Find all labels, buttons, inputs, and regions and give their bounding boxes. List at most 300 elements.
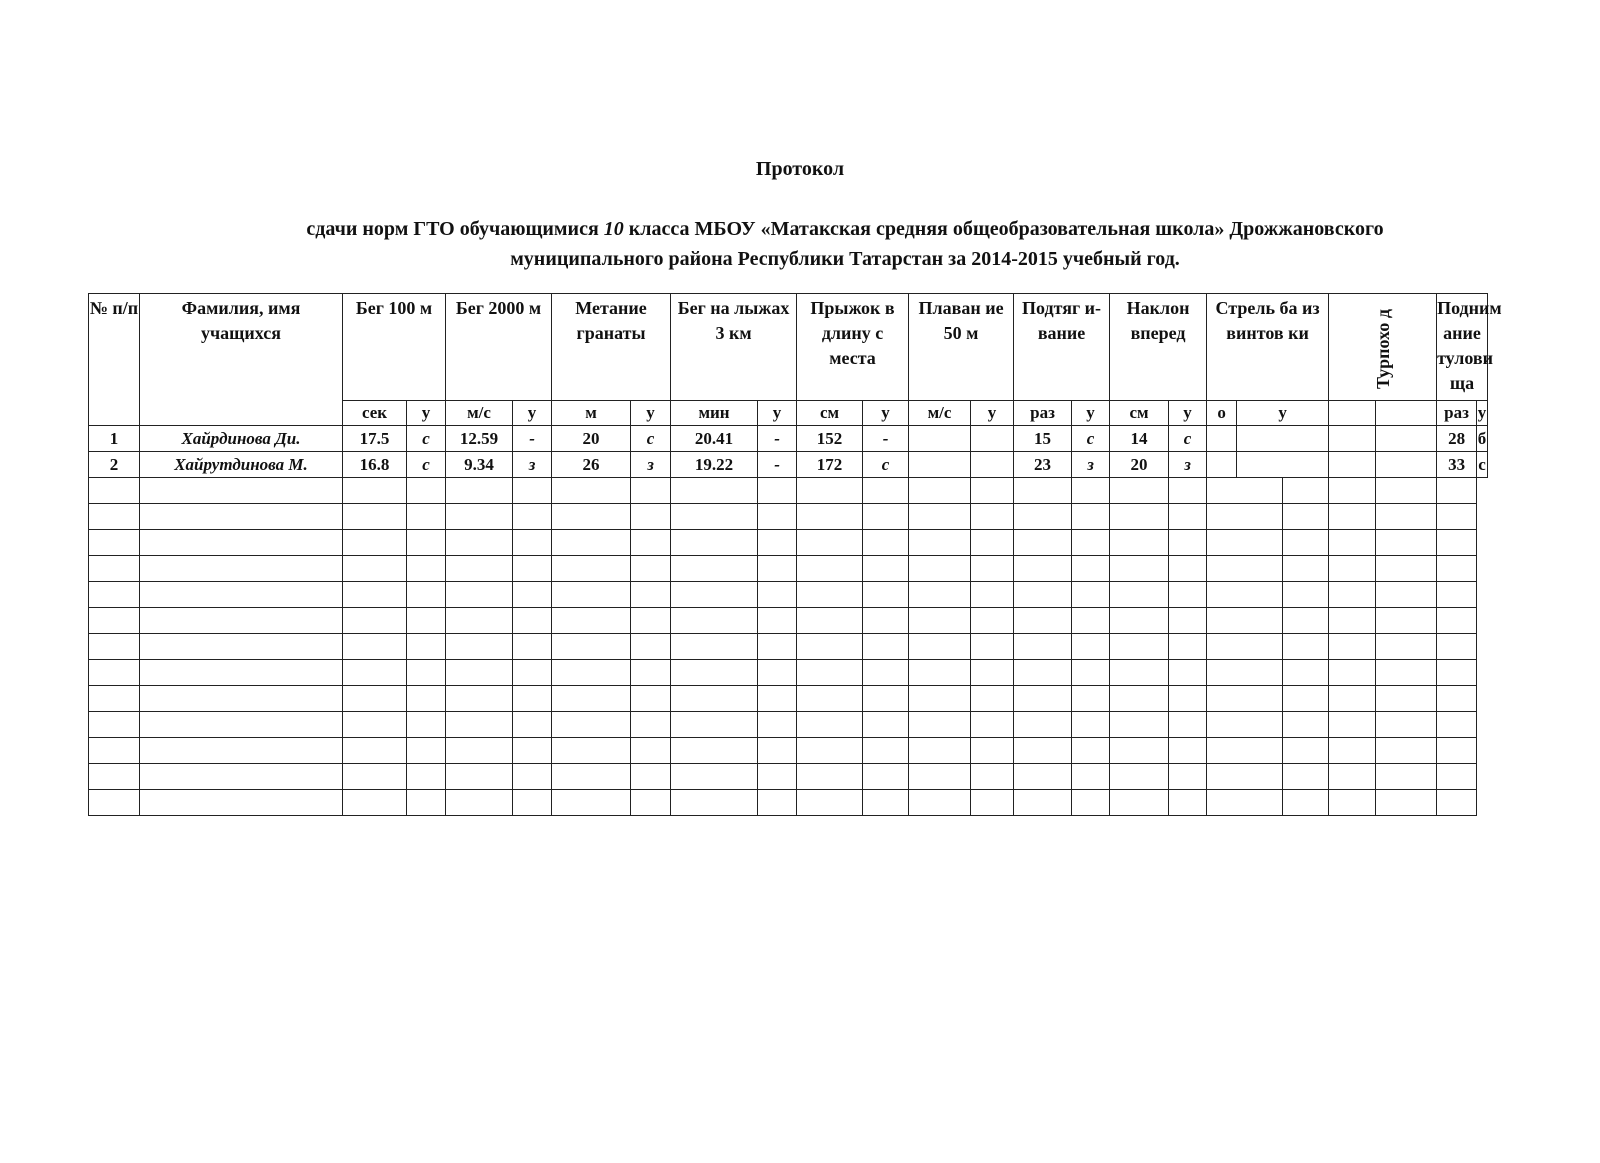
empty-cell <box>1169 504 1207 530</box>
empty-cell <box>407 764 446 790</box>
empty-cell <box>513 790 552 816</box>
empty-cell <box>1283 608 1329 634</box>
result-cell: с <box>407 452 446 478</box>
header-run2000: Бег 2000 м <box>446 294 552 401</box>
empty-cell <box>1169 582 1207 608</box>
empty-cell <box>671 634 758 660</box>
empty-cell <box>1072 608 1110 634</box>
empty-cell <box>1072 738 1110 764</box>
result-cell: 20 <box>1110 452 1169 478</box>
unit-cell: м/с <box>909 401 971 426</box>
empty-cell <box>89 608 140 634</box>
unit-cell: сек <box>343 401 407 426</box>
empty-cell <box>446 478 513 504</box>
empty-cell <box>631 660 671 686</box>
empty-cell <box>89 764 140 790</box>
empty-cell <box>1014 790 1072 816</box>
empty-cell <box>1169 608 1207 634</box>
empty-cell <box>140 660 343 686</box>
empty-row <box>89 582 1488 608</box>
empty-cell <box>552 660 631 686</box>
empty-cell <box>446 582 513 608</box>
empty-cell <box>1437 686 1477 712</box>
empty-cell <box>671 738 758 764</box>
empty-row <box>89 764 1488 790</box>
empty-cell <box>671 504 758 530</box>
empty-cell <box>671 556 758 582</box>
empty-cell <box>1110 790 1169 816</box>
empty-cell <box>797 504 863 530</box>
unit-cell <box>1329 401 1376 426</box>
empty-cell <box>909 634 971 660</box>
empty-cell <box>407 660 446 686</box>
empty-cell <box>407 790 446 816</box>
empty-cell <box>631 764 671 790</box>
empty-cell <box>758 608 797 634</box>
unit-cell: см <box>1110 401 1169 426</box>
empty-cell <box>1014 686 1072 712</box>
empty-cell <box>863 764 909 790</box>
empty-cell <box>1376 478 1437 504</box>
empty-cell <box>1329 478 1376 504</box>
result-cell: б <box>1477 426 1488 452</box>
empty-cell <box>909 712 971 738</box>
result-cell: - <box>863 426 909 452</box>
empty-cell <box>671 686 758 712</box>
result-cell: з <box>631 452 671 478</box>
empty-cell <box>797 790 863 816</box>
empty-cell <box>446 712 513 738</box>
empty-cell <box>631 582 671 608</box>
empty-cell <box>1110 764 1169 790</box>
empty-cell <box>909 686 971 712</box>
result-cell: з <box>513 452 552 478</box>
empty-cell <box>89 686 140 712</box>
header-pullup: Подтяг и- вание <box>1014 294 1110 401</box>
empty-cell <box>758 478 797 504</box>
empty-cell <box>513 764 552 790</box>
result-cell: 28 <box>1437 426 1477 452</box>
empty-cell <box>1283 712 1329 738</box>
empty-cell <box>343 712 407 738</box>
empty-cell <box>1169 738 1207 764</box>
empty-cell <box>1207 530 1283 556</box>
empty-cell <box>1329 556 1376 582</box>
empty-cell <box>1329 634 1376 660</box>
empty-cell <box>797 738 863 764</box>
empty-cell <box>1329 660 1376 686</box>
empty-cell <box>89 582 140 608</box>
empty-cell <box>89 660 140 686</box>
header-shoot: Стрель ба из винтов ки <box>1207 294 1329 401</box>
empty-cell <box>513 556 552 582</box>
empty-cell <box>1437 660 1477 686</box>
empty-row <box>89 556 1488 582</box>
empty-cell <box>909 504 971 530</box>
empty-cell <box>140 504 343 530</box>
result-cell <box>1207 426 1237 452</box>
header-hike-label: Турпохо д <box>1372 309 1393 389</box>
empty-cell <box>1169 556 1207 582</box>
empty-cell <box>971 478 1014 504</box>
empty-cell <box>631 556 671 582</box>
empty-cell <box>446 790 513 816</box>
empty-cell <box>140 738 343 764</box>
empty-cell <box>909 478 971 504</box>
empty-cell <box>758 634 797 660</box>
empty-cell <box>1014 608 1072 634</box>
empty-cell <box>1169 790 1207 816</box>
empty-cell <box>1207 764 1283 790</box>
empty-cell <box>1437 582 1477 608</box>
empty-cell <box>343 556 407 582</box>
student-name: Хайрдинова Ди. <box>140 426 343 452</box>
empty-cell <box>1169 764 1207 790</box>
result-cell <box>1237 426 1329 452</box>
empty-cell <box>1072 504 1110 530</box>
empty-cell <box>513 608 552 634</box>
row-number: 2 <box>89 452 140 478</box>
empty-row <box>89 660 1488 686</box>
empty-cell <box>1072 790 1110 816</box>
empty-cell <box>671 478 758 504</box>
empty-cell <box>446 738 513 764</box>
header-num: № п/п <box>89 294 140 426</box>
empty-cell <box>797 530 863 556</box>
empty-cell <box>1283 790 1329 816</box>
empty-cell <box>671 764 758 790</box>
empty-cell <box>552 790 631 816</box>
empty-cell <box>1110 478 1169 504</box>
empty-cell <box>863 712 909 738</box>
empty-cell <box>863 634 909 660</box>
result-cell <box>1376 426 1437 452</box>
empty-cell <box>552 712 631 738</box>
unit-cell: раз <box>1437 401 1477 426</box>
empty-cell <box>971 790 1014 816</box>
empty-cell <box>1014 660 1072 686</box>
empty-cell <box>1072 660 1110 686</box>
empty-cell <box>1283 764 1329 790</box>
result-cell: 172 <box>797 452 863 478</box>
empty-cell <box>863 608 909 634</box>
empty-cell <box>1014 634 1072 660</box>
empty-cell <box>1014 556 1072 582</box>
empty-cell <box>446 660 513 686</box>
result-cell: 9.34 <box>446 452 513 478</box>
empty-cell <box>631 634 671 660</box>
empty-cell <box>631 530 671 556</box>
empty-cell <box>1072 478 1110 504</box>
empty-cell <box>1283 556 1329 582</box>
unit-cell: у <box>631 401 671 426</box>
header-hike <box>1329 294 1437 401</box>
empty-cell <box>1072 530 1110 556</box>
result-cell: с <box>1169 426 1207 452</box>
empty-cell <box>407 478 446 504</box>
empty-cell <box>797 608 863 634</box>
empty-cell <box>552 556 631 582</box>
empty-cell <box>1283 530 1329 556</box>
empty-cell <box>758 686 797 712</box>
empty-cell <box>758 764 797 790</box>
empty-cell <box>631 738 671 764</box>
empty-cell <box>407 686 446 712</box>
header-name: Фамилия, имя учащихся <box>140 294 343 426</box>
result-cell <box>1329 452 1376 478</box>
header-swim: Плаван ие 50 м <box>909 294 1014 401</box>
unit-cell: см <box>797 401 863 426</box>
empty-cell <box>671 712 758 738</box>
empty-cell <box>1110 686 1169 712</box>
empty-cell <box>89 530 140 556</box>
result-cell: 26 <box>552 452 631 478</box>
empty-cell <box>140 608 343 634</box>
unit-cell: м <box>552 401 631 426</box>
empty-cell <box>1110 712 1169 738</box>
empty-cell <box>343 686 407 712</box>
result-cell: с <box>407 426 446 452</box>
empty-cell <box>513 504 552 530</box>
empty-cell <box>971 530 1014 556</box>
header-bend: Наклон вперед <box>1110 294 1207 401</box>
empty-cell <box>140 686 343 712</box>
result-cell <box>909 452 971 478</box>
empty-cell <box>971 634 1014 660</box>
empty-cell <box>797 764 863 790</box>
empty-cell <box>797 634 863 660</box>
subtitle-line2: муниципального района Республики Татарстан за 2014-2015 учебный год. <box>510 248 1180 270</box>
unit-cell: о <box>1207 401 1237 426</box>
empty-cell <box>909 530 971 556</box>
empty-cell <box>1376 582 1437 608</box>
empty-cell <box>863 530 909 556</box>
empty-cell <box>552 530 631 556</box>
empty-cell <box>909 764 971 790</box>
empty-cell <box>631 504 671 530</box>
empty-cell <box>446 634 513 660</box>
empty-cell <box>140 790 343 816</box>
empty-cell <box>1110 582 1169 608</box>
empty-cell <box>1437 608 1477 634</box>
empty-cell <box>513 712 552 738</box>
empty-cell <box>631 478 671 504</box>
result-cell <box>971 452 1014 478</box>
empty-cell <box>513 634 552 660</box>
empty-cell <box>758 738 797 764</box>
empty-cell <box>971 738 1014 764</box>
result-cell: с <box>1477 452 1488 478</box>
result-cell <box>1376 452 1437 478</box>
document-title: Протокол <box>755 158 845 180</box>
empty-cell <box>513 660 552 686</box>
result-cell: 20.41 <box>671 426 758 452</box>
empty-cell <box>446 504 513 530</box>
result-cell: з <box>1169 452 1207 478</box>
empty-row <box>89 790 1488 816</box>
empty-cell <box>863 582 909 608</box>
empty-cell <box>1376 660 1437 686</box>
unit-cell: у <box>1072 401 1110 426</box>
empty-cell <box>1329 764 1376 790</box>
result-cell <box>909 426 971 452</box>
empty-cell <box>1376 556 1437 582</box>
empty-cell <box>758 582 797 608</box>
empty-cell <box>1207 582 1283 608</box>
empty-cell <box>797 660 863 686</box>
empty-cell <box>1014 712 1072 738</box>
empty-cell <box>1207 686 1283 712</box>
empty-cell <box>1207 504 1283 530</box>
empty-cell <box>1207 478 1283 504</box>
empty-cell <box>89 634 140 660</box>
unit-cell: у <box>971 401 1014 426</box>
empty-cell <box>1376 738 1437 764</box>
unit-cell: у <box>1477 401 1488 426</box>
empty-cell <box>971 764 1014 790</box>
empty-cell <box>1072 582 1110 608</box>
empty-cell <box>1376 686 1437 712</box>
result-cell: 14 <box>1110 426 1169 452</box>
empty-cell <box>552 582 631 608</box>
empty-cell <box>863 660 909 686</box>
empty-row <box>89 712 1488 738</box>
empty-cell <box>446 608 513 634</box>
result-cell: з <box>1072 452 1110 478</box>
header-grenade: Метание гранаты <box>552 294 671 401</box>
result-cell <box>1237 452 1329 478</box>
result-cell: - <box>758 452 797 478</box>
empty-cell <box>971 504 1014 530</box>
empty-cell <box>1437 738 1477 764</box>
empty-cell <box>1207 790 1283 816</box>
empty-cell <box>1169 634 1207 660</box>
empty-cell <box>1014 504 1072 530</box>
empty-cell <box>1110 660 1169 686</box>
empty-cell <box>971 660 1014 686</box>
result-cell: - <box>758 426 797 452</box>
empty-cell <box>552 764 631 790</box>
table-row <box>89 452 1488 478</box>
unit-cell: мин <box>671 401 758 426</box>
empty-cell <box>1376 712 1437 738</box>
empty-cell <box>631 712 671 738</box>
empty-cell <box>909 608 971 634</box>
subtitle-school: класса МБОУ «Матакская средняя общеобразовательная школа» Дрожжановского <box>623 218 1384 240</box>
empty-cell <box>758 790 797 816</box>
empty-cell <box>758 712 797 738</box>
result-cell: с <box>631 426 671 452</box>
empty-cell <box>89 790 140 816</box>
empty-row <box>89 686 1488 712</box>
empty-cell <box>343 582 407 608</box>
empty-cell <box>446 556 513 582</box>
empty-cell <box>1169 478 1207 504</box>
empty-cell <box>1376 504 1437 530</box>
header-situp: Подним ание тулови ща <box>1437 294 1488 401</box>
result-cell: 33 <box>1437 452 1477 478</box>
empty-cell <box>140 530 343 556</box>
empty-cell <box>909 660 971 686</box>
unit-cell: у <box>758 401 797 426</box>
empty-cell <box>909 582 971 608</box>
empty-cell <box>1437 764 1477 790</box>
empty-cell <box>407 712 446 738</box>
empty-cell <box>140 582 343 608</box>
result-cell <box>1207 452 1237 478</box>
result-cell: 23 <box>1014 452 1072 478</box>
empty-cell <box>1207 660 1283 686</box>
empty-row <box>89 738 1488 764</box>
empty-cell <box>863 556 909 582</box>
empty-cell <box>1376 764 1437 790</box>
empty-cell <box>513 582 552 608</box>
empty-cell <box>1437 556 1477 582</box>
empty-cell <box>1072 634 1110 660</box>
unit-cell: у <box>513 401 552 426</box>
result-cell: с <box>1072 426 1110 452</box>
empty-cell <box>1329 686 1376 712</box>
unit-cell: у <box>1237 401 1329 426</box>
empty-cell <box>1437 712 1477 738</box>
unit-cell: раз <box>1014 401 1072 426</box>
result-cell: 19.22 <box>671 452 758 478</box>
empty-cell <box>1169 660 1207 686</box>
empty-cell <box>1014 530 1072 556</box>
empty-cell <box>863 790 909 816</box>
empty-cell <box>1207 712 1283 738</box>
empty-cell <box>89 556 140 582</box>
unit-cell: м/с <box>446 401 513 426</box>
empty-cell <box>909 556 971 582</box>
empty-cell <box>971 582 1014 608</box>
empty-row <box>89 634 1488 660</box>
empty-cell <box>552 504 631 530</box>
header-run100: Бег 100 м <box>343 294 446 401</box>
empty-row <box>89 478 1488 504</box>
empty-cell <box>1072 686 1110 712</box>
empty-cell <box>140 556 343 582</box>
empty-cell <box>1110 738 1169 764</box>
empty-cell <box>631 790 671 816</box>
empty-cell <box>1072 764 1110 790</box>
empty-cell <box>971 712 1014 738</box>
empty-cell <box>909 790 971 816</box>
empty-cell <box>513 478 552 504</box>
empty-cell <box>343 504 407 530</box>
empty-cell <box>1110 634 1169 660</box>
empty-cell <box>343 764 407 790</box>
unit-cell: у <box>863 401 909 426</box>
empty-cell <box>797 556 863 582</box>
empty-cell <box>971 556 1014 582</box>
empty-cell <box>671 608 758 634</box>
empty-cell <box>513 530 552 556</box>
empty-cell <box>343 530 407 556</box>
empty-cell <box>1207 634 1283 660</box>
empty-cell <box>407 634 446 660</box>
empty-cell <box>343 738 407 764</box>
empty-cell <box>971 686 1014 712</box>
empty-cell <box>1437 530 1477 556</box>
result-cell: 12.59 <box>446 426 513 452</box>
unit-cell <box>1376 401 1437 426</box>
empty-cell <box>863 478 909 504</box>
empty-cell <box>863 504 909 530</box>
empty-cell <box>407 504 446 530</box>
result-cell: 15 <box>1014 426 1072 452</box>
empty-cell <box>89 478 140 504</box>
